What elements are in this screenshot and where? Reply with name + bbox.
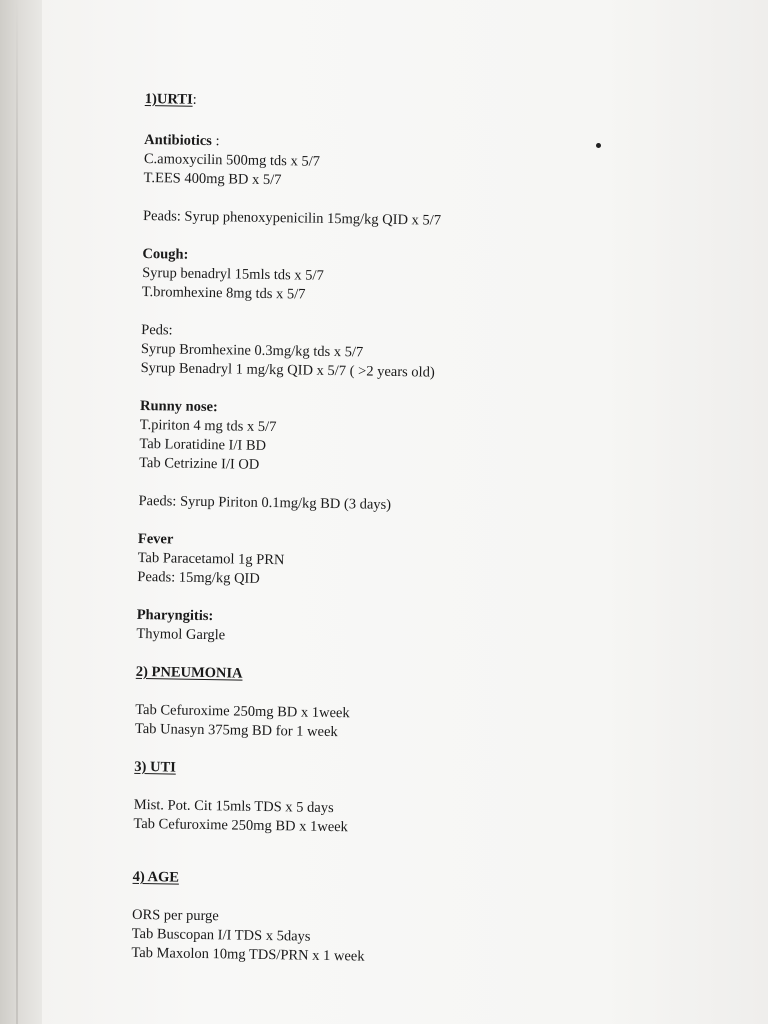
urti-heading-line: 1)URTI: xyxy=(144,90,197,108)
cough-line: Syrup benadryl 15mls tds x 5/7 xyxy=(141,264,324,284)
pharyngitis-label: Pharyngitis: xyxy=(136,606,214,625)
antibiotics-label: Antibiotics xyxy=(144,131,213,150)
page-binding-edge xyxy=(0,0,42,1024)
prescription-notes xyxy=(131,90,705,972)
fever-line: Peads: 15mg/kg QID xyxy=(137,568,260,587)
peds-cough-line: Syrup Benadryl 1 mg/kg QID x 5/7 ( >2 years old) xyxy=(140,359,435,381)
age-heading: 4) AGE xyxy=(132,868,180,886)
antibiotics-label-line: Antibiotics : xyxy=(144,131,220,150)
runny-nose-line: T.piriton 4 mg tds x 5/7 xyxy=(139,416,277,436)
pneumonia-heading: 2) PNEUMONIA xyxy=(135,663,243,682)
uti-heading: 3) UTI xyxy=(134,758,176,776)
fever-line: Tab Paracetamol 1g PRN xyxy=(137,549,285,569)
pharyngitis-line: Thymol Gargle xyxy=(136,625,226,644)
peads-antibiotic-line: Peads: Syrup phenoxypenicilin 15mg/kg QID x 5/7 xyxy=(142,207,442,229)
peds-cough-line: Syrup Bromhexine 0.3mg/kg tds x 5/7 xyxy=(140,340,364,361)
age-line: Tab Buscopan I/I TDS x 5days xyxy=(131,925,311,945)
fever-label: Fever xyxy=(137,530,174,548)
runny-nose-label: Runny nose: xyxy=(139,397,218,416)
antibiotic-line: T.EES 400mg BD x 5/7 xyxy=(143,169,282,189)
antibiotic-line: C.amoxycilin 500mg tds x 5/7 xyxy=(143,150,321,170)
urti-heading: 1)URTI xyxy=(144,90,193,108)
uti-line: Mist. Pot. Cit 15mls TDS x 5 days xyxy=(133,796,334,817)
pneumonia-line: Tab Unasyn 375mg BD for 1 week xyxy=(134,720,338,741)
cough-line: T.bromhexine 8mg tds x 5/7 xyxy=(141,283,306,303)
pneumonia-line: Tab Cefuroxime 250mg BD x 1week xyxy=(135,701,350,722)
age-line: ORS per purge xyxy=(131,906,219,925)
paeds-runny-line: Paeds: Syrup Piriton 0.1mg/kg BD (3 days) xyxy=(138,492,392,513)
age-line: Tab Maxolon 10mg TDS/PRN x 1 week xyxy=(131,944,365,965)
cough-label: Cough: xyxy=(142,245,189,263)
peds-label: Peds: xyxy=(141,321,173,339)
uti-line: Tab Cefuroxime 250mg BD x 1week xyxy=(133,815,349,836)
page-fold-line xyxy=(16,0,18,1024)
runny-nose-line: Tab Cetrizine I/I OD xyxy=(139,454,260,473)
runny-nose-line: Tab Loratidine I/I BD xyxy=(139,435,267,454)
